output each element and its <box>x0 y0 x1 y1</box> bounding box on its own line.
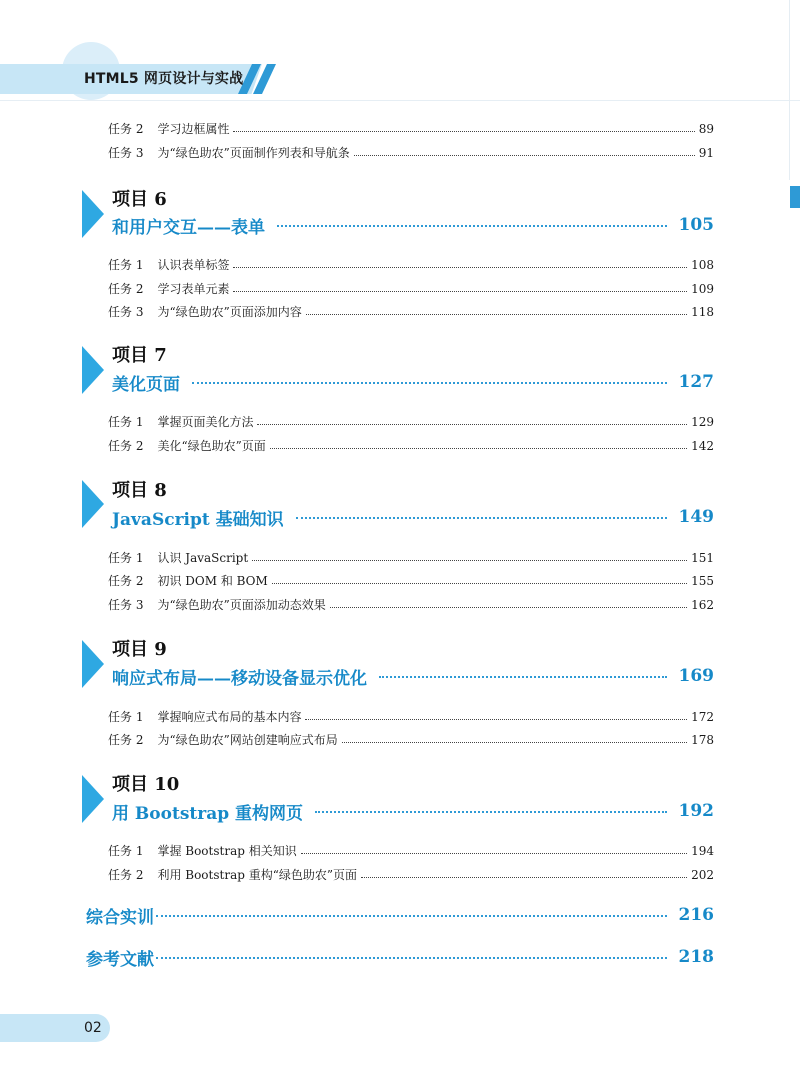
page-number: 02 <box>84 1020 102 1036</box>
toc-extra-row[interactable] <box>86 902 714 928</box>
header-rule <box>0 100 800 101</box>
task-label: 任务 2 <box>108 574 144 588</box>
task-title: 美化“绿色助农”页面 <box>157 439 266 453</box>
leader-dots <box>192 382 667 384</box>
task-page: 142 <box>691 439 714 453</box>
project-name: 用 Bootstrap 重构网页 <box>112 803 304 824</box>
project-number: 项目 6 <box>112 189 167 210</box>
toc-project-row[interactable] <box>112 370 714 394</box>
leader-dots <box>379 676 667 678</box>
extra-name: 参考文献 <box>86 949 154 970</box>
leader-dots <box>233 291 687 292</box>
project-page: 127 <box>678 372 714 392</box>
leader-dots <box>342 742 687 743</box>
task-title: 为“绿色助农”网站创建响应式布局 <box>157 733 338 747</box>
task-title: 掌握页面美化方法 <box>157 415 254 429</box>
task-page: 129 <box>691 415 714 429</box>
task-page: 89 <box>698 122 714 136</box>
project-arrow-icon <box>82 190 104 238</box>
task-page: 155 <box>691 574 714 588</box>
project-name: 和用户交互——表单 <box>112 217 265 238</box>
task-title: 认识表单标签 <box>157 258 230 272</box>
task-title: 学习边框属性 <box>157 122 230 136</box>
toc-task-row[interactable] <box>108 731 714 749</box>
extra-page: 218 <box>678 947 714 967</box>
leader-dots <box>315 811 666 813</box>
project-number: 项目 9 <box>112 639 167 660</box>
leader-dots <box>272 583 687 584</box>
task-label: 任务 3 <box>108 305 144 319</box>
leader-dots <box>233 131 694 132</box>
leader-dots <box>233 267 687 268</box>
leader-dots <box>330 607 687 608</box>
project-name: 美化页面 <box>112 374 180 395</box>
task-label: 任务 1 <box>108 415 144 429</box>
project-name: 响应式布局——移动设备显示优化 <box>112 668 367 689</box>
project-arrow-icon <box>82 640 104 688</box>
toc-task-row[interactable] <box>108 280 714 298</box>
project-arrow-icon <box>82 346 104 394</box>
project-number: 项目 8 <box>112 480 167 501</box>
extra-page: 216 <box>678 905 714 925</box>
leader-dots <box>301 853 687 854</box>
task-label: 任务 3 <box>108 146 144 160</box>
leader-dots <box>156 957 667 959</box>
task-page: 162 <box>691 598 714 612</box>
task-title: 利用 Bootstrap 重构“绿色助农”页面 <box>157 868 357 882</box>
task-page: 108 <box>691 258 714 272</box>
side-tab-marker <box>790 186 800 208</box>
leader-dots <box>257 424 687 425</box>
task-page: 194 <box>691 844 714 858</box>
leader-dots <box>296 517 667 519</box>
project-page: 169 <box>678 666 714 686</box>
task-label: 任务 1 <box>108 551 144 565</box>
leader-dots <box>252 560 687 561</box>
leader-dots <box>361 877 687 878</box>
toc-task-row[interactable] <box>108 256 714 274</box>
task-title: 为“绿色助农”页面制作列表和导航条 <box>157 146 350 160</box>
task-label: 任务 2 <box>108 122 144 136</box>
project-page: 192 <box>678 801 714 821</box>
project-number: 项目 7 <box>112 345 167 366</box>
task-label: 任务 1 <box>108 844 144 858</box>
toc-task-row[interactable] <box>108 549 714 567</box>
task-page: 118 <box>691 305 714 319</box>
task-title: 为“绿色助农”页面添加动态效果 <box>157 598 326 612</box>
task-title: 为“绿色助农”页面添加内容 <box>157 305 302 319</box>
toc-project-row[interactable] <box>112 799 714 823</box>
project-page: 105 <box>678 215 714 235</box>
task-title: 认识 JavaScript <box>157 551 249 565</box>
toc-task-row[interactable] <box>108 596 714 614</box>
leader-dots <box>277 225 667 227</box>
task-page: 172 <box>691 710 714 724</box>
project-page: 149 <box>678 507 714 527</box>
toc-task-row[interactable] <box>108 572 714 590</box>
leader-dots <box>270 448 687 449</box>
task-page: 202 <box>691 868 714 882</box>
toc-task-row[interactable] <box>108 303 714 321</box>
leader-dots <box>156 915 667 917</box>
task-label: 任务 2 <box>108 439 144 453</box>
toc-task-row[interactable] <box>108 413 714 431</box>
task-title: 初识 DOM 和 BOM <box>157 574 268 588</box>
task-label: 任务 2 <box>108 282 144 296</box>
toc-task-row[interactable] <box>108 866 714 884</box>
book-title: HTML5 网页设计与实战 <box>84 71 244 87</box>
task-page: 109 <box>691 282 714 296</box>
side-line <box>789 0 790 180</box>
project-name: JavaScript 基础知识 <box>112 509 284 530</box>
toc-task-row[interactable] <box>108 120 714 138</box>
toc-task-row[interactable] <box>108 144 714 162</box>
task-label: 任务 1 <box>108 710 144 724</box>
toc-project-row[interactable] <box>112 505 714 529</box>
task-label: 任务 3 <box>108 598 144 612</box>
task-label: 任务 2 <box>108 868 144 882</box>
project-number: 项目 10 <box>112 774 180 795</box>
task-page: 178 <box>691 733 714 747</box>
task-page: 91 <box>698 146 714 160</box>
task-title: 学习表单元素 <box>157 282 230 296</box>
leader-dots <box>306 314 687 315</box>
task-title: 掌握 Bootstrap 相关知识 <box>157 844 297 858</box>
task-label: 任务 1 <box>108 258 144 272</box>
task-page: 151 <box>691 551 714 565</box>
toc-task-row[interactable] <box>108 437 714 455</box>
toc-project-row[interactable] <box>112 664 714 688</box>
extra-name: 综合实训 <box>86 907 154 928</box>
project-arrow-icon <box>82 775 104 823</box>
toc-task-row[interactable] <box>108 842 714 860</box>
toc-project-row[interactable] <box>112 213 714 237</box>
project-arrow-icon <box>82 480 104 528</box>
task-title: 掌握响应式布局的基本内容 <box>157 710 302 724</box>
toc-extra-row[interactable] <box>86 944 714 970</box>
toc-task-row[interactable] <box>108 708 714 726</box>
task-label: 任务 2 <box>108 733 144 747</box>
leader-dots <box>354 155 695 156</box>
leader-dots <box>305 719 687 720</box>
